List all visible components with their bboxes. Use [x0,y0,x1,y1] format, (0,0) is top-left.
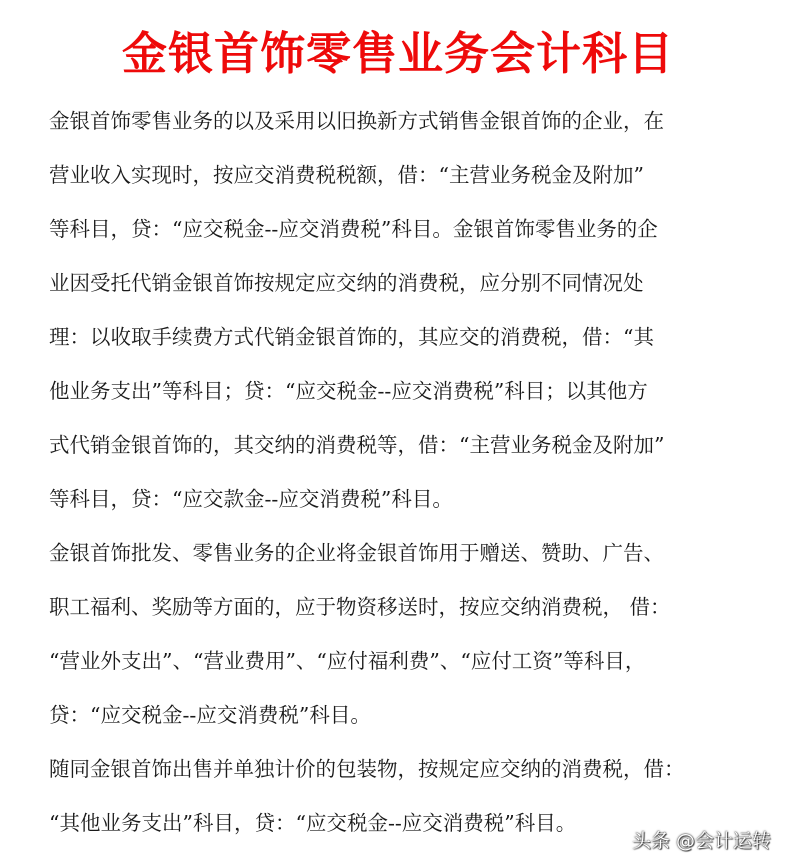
text-line: 理：以收取手续费方式代销金银首饰的，其应交的消费税，借：“其 [49,325,654,349]
document-title: 金银首饰零售业务会计科目 [121,27,674,80]
text-line: 金银首饰零售业务的以及采用以旧换新方式销售金银首饰的企业，在 [49,109,664,133]
text-line: 营业收入实现时，按应交消费税税额，借：“主营业务税金及附加” [49,163,644,187]
text-line: 职工福利、奖励等方面的，应于物资移送时，按应交纳消费税， 借： [49,595,671,619]
paragraph-gifts-sponsorship [49,526,771,742]
document-body [49,94,771,850]
text-line: 贷：“应交税金--应交消费税”科目。 [49,703,371,727]
text-line: 他业务支出”等科目；贷：“应交税金--应交消费税”科目；以其他方 [49,379,648,403]
text-line: 等科目，贷：“应交款金--应交消费税”科目。 [49,487,453,511]
text-line: 金银首饰批发、零售业务的企业将金银首饰用于赠送、赞助、广告、 [49,541,664,565]
watermark: 头条 @会计运转 [632,830,772,852]
text-line: “营业外支出”、“营业费用”、“应付福利费”、“应付工资”等科目， [49,649,646,673]
text-line: 式代销金银首饰的，其交纳的消费税等，借：“主营业务税金及附加” [49,433,665,457]
text-line: 随同金银首饰出售并单独计价的包装物，按规定应交纳的消费税，借： [49,757,685,781]
text-line: “其他业务支出”科目，贷：“应交税金--应交消费税”科目。 [49,811,577,835]
text-line: 等科目，贷：“应交税金--应交消费税”科目。金银首饰零售业务的企 [49,217,658,241]
paragraph-retail-sales [49,94,771,526]
text-line: 业因受托代销金银首饰按规定应交纳的消费税，应分别不同情况处 [49,271,644,295]
